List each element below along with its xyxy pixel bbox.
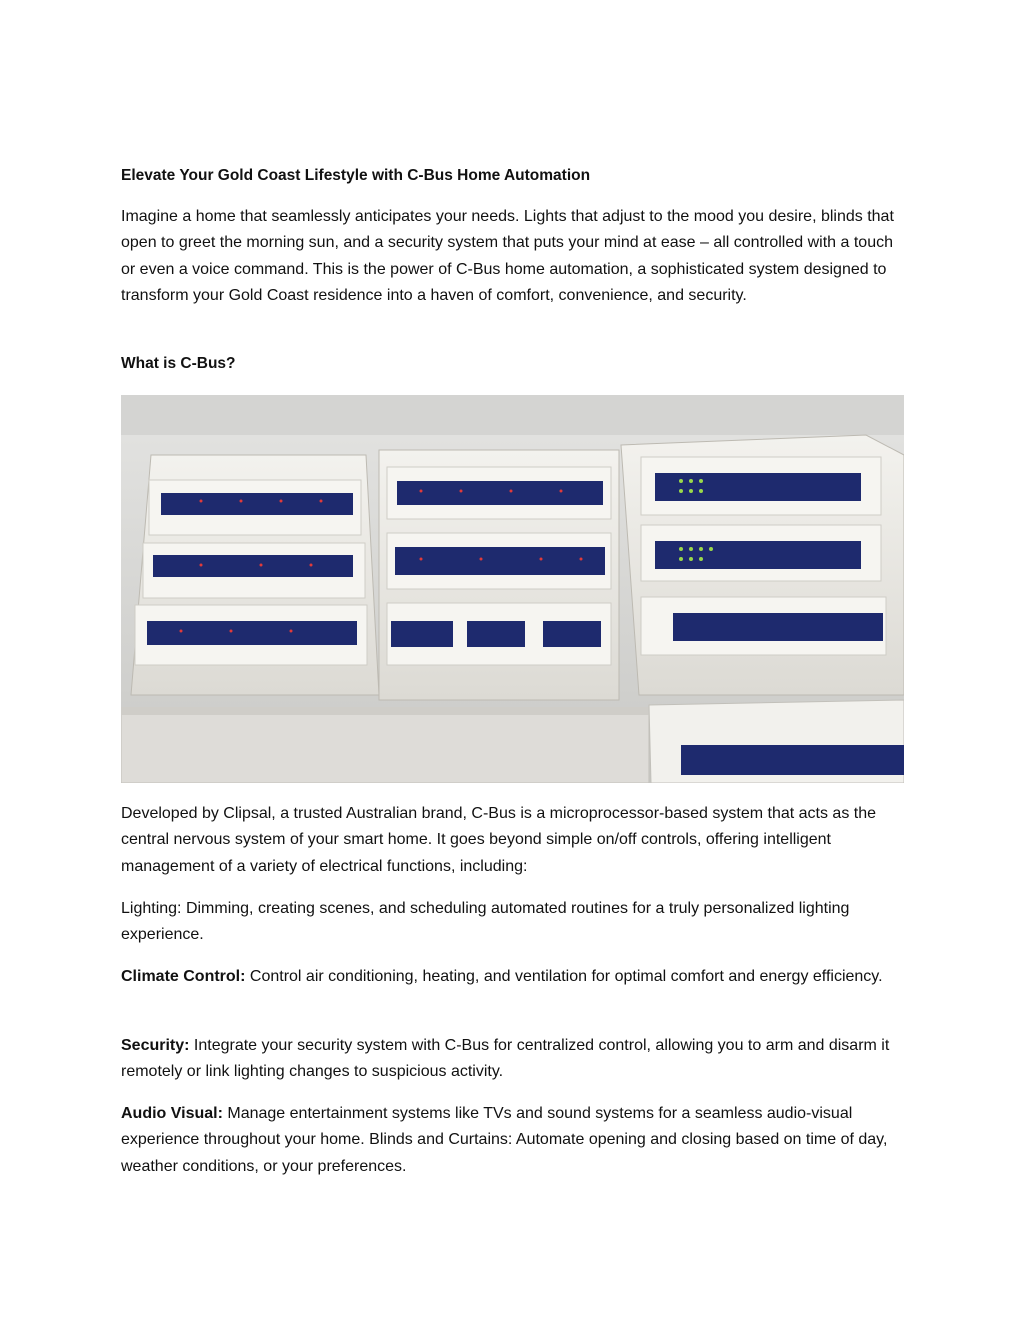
lighting-paragraph: Lighting: Dimming, creating scenes, and scheduling automated routines for a truly personalized lighting experience. — [121, 900, 850, 944]
security-paragraph — [121, 1033, 905, 1086]
climate-text: Control air conditioning, heating, and ventilation for optimal comfort and energy efficiency. — [245, 968, 883, 985]
audio-visual-label: Audio Visual: — [121, 1105, 223, 1122]
developed-by-paragraph: Developed by Clipsal, a trusted Australian brand, C-Bus is a microprocessor-based system that acts as the central nervous system of your smart home. It goes beyond simple on/off controls, offering intelligent management of a variety of electrical functions, including: — [121, 805, 877, 875]
security-text: Integrate your security system with C-Bus for centralized control, allowing you to arm and disarm it remotely or link lighting changes to suspicious activity. — [121, 1037, 890, 1081]
intro-paragraph: Imagine a home that seamlessly anticipates your needs. Lights that adjust to the mood you desire, blinds that open to greet the morning sun, and a security system that puts your mind at ease – all controlled with a touch or even a voice command. This is the power of C-Bus home automation, a sophisticated system designed to transform your Gold Coast residence into a haven of comfort, convenience, and security. — [121, 208, 894, 304]
document-title: Elevate Your Gold Coast Lifestyle with C-Bus Home Automation — [121, 167, 591, 184]
climate-paragraph — [121, 964, 905, 990]
audio-visual-paragraph — [121, 1101, 905, 1180]
section-heading: What is C-Bus? — [121, 355, 236, 372]
climate-label: Climate Control: — [121, 968, 246, 985]
cbus-switchboard-photo — [121, 395, 904, 783]
security-label: Security: — [121, 1037, 190, 1054]
audio-visual-text: Manage entertainment systems like TVs and sound systems for a seamless audio-visual experience throughout your home. Blinds and Curtains: Automate opening and closing based on time of day, weather conditions, or your preferences. — [121, 1105, 888, 1175]
